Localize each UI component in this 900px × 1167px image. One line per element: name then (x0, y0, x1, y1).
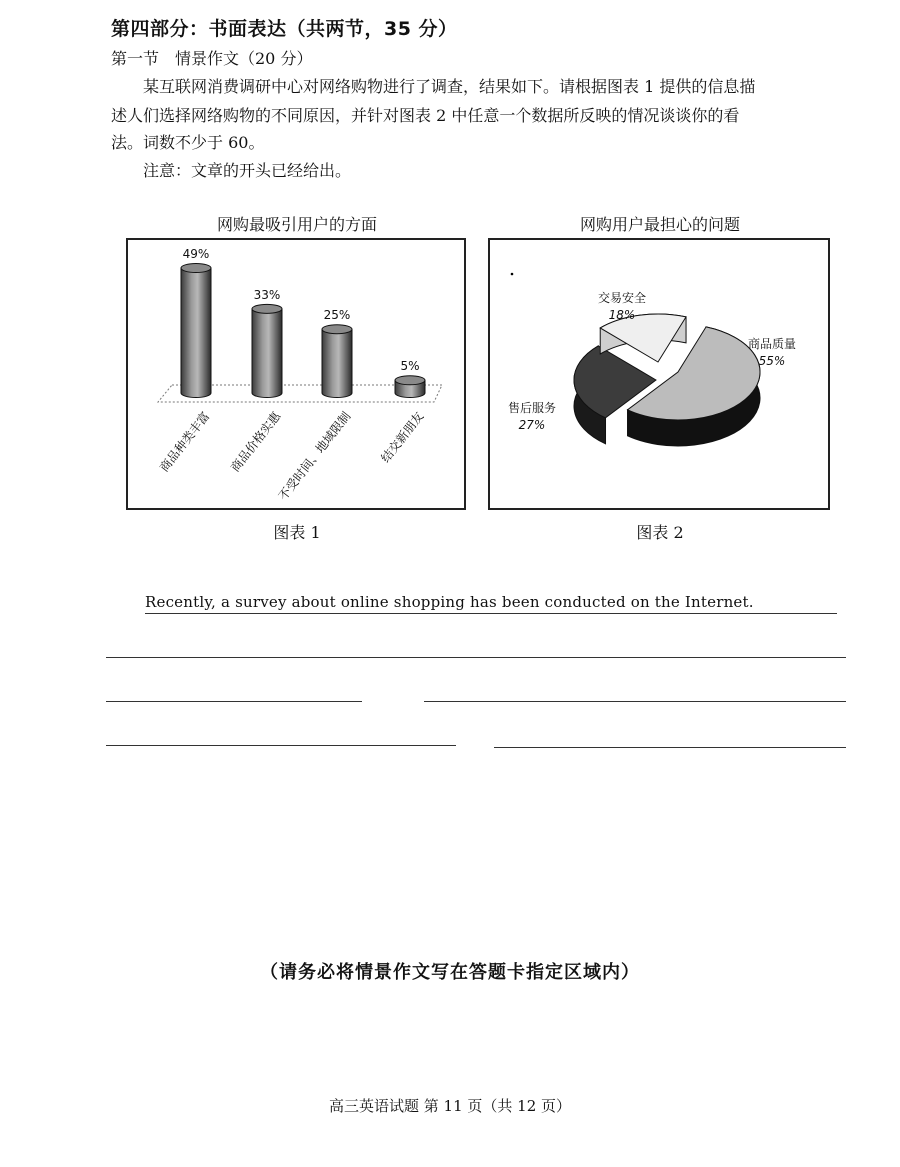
bar-category-label-3: 结交新朋友 (378, 409, 427, 466)
pie-label-0: 商品质量 (747, 337, 797, 351)
chart1-caption: 图表 1 (273, 523, 321, 542)
pie-label-1: 售后服务 (507, 401, 557, 415)
pie-value-label-2: 18% (608, 308, 636, 322)
stray-dot (511, 273, 514, 276)
bar-top-1 (252, 304, 282, 313)
part-heading: 第四部分：书面表达（共两节，35 分） (111, 18, 458, 40)
writing-line-4b (494, 747, 846, 748)
bar-category-label-1: 商品价格实惠 (227, 409, 284, 475)
writing-line-3a (106, 701, 362, 702)
bar-value-label-3: 5% (400, 359, 420, 374)
bar-category-label-0: 商品种类丰富 (156, 409, 213, 475)
section-heading: 第一节 情景作文（20 分） (111, 49, 313, 68)
bar-value-label-2: 25% (323, 308, 351, 323)
writing-line-4a (106, 745, 456, 746)
instruction-line-3: 法。词数不少于 60。 (111, 133, 265, 152)
pie-value-label-1: 27% (518, 418, 546, 432)
bar-body-2 (322, 329, 352, 397)
chart2-title: 网购用户最担心的问题 (579, 215, 740, 234)
bar-value-label-1: 33% (253, 287, 281, 302)
bar-value-label-0: 49% (182, 247, 210, 261)
essay-opening: Recently, a survey about online shopping has been conducted on the Internet. (145, 593, 754, 611)
pie-value-label-0: 55% (758, 354, 786, 368)
instruction-line-1: 某互联网消费调研中心对网络购物进行了调查，结果如下。请根据图表 1 提供的信息描 (143, 77, 756, 96)
bar-3 (395, 376, 425, 398)
page-footer: 高三英语试题 第 11 页（共 12 页） (328, 1097, 571, 1115)
bar-category-label-2: 不受时间、地域限制 (275, 409, 354, 503)
chart1-title: 网购最吸引用户的方面 (216, 215, 377, 234)
writing-line-2 (106, 657, 846, 658)
bar-top-3 (395, 376, 425, 385)
instruction-line-2: 述人们选择网络购物的不同原因，并针对图表 2 中任意一个数据所反映的情况谈谈你的看 (111, 106, 740, 125)
chart2-caption: 图表 2 (636, 523, 684, 542)
pie-chart (490, 240, 828, 508)
bar-body-0 (181, 268, 211, 398)
pie-label-2: 交易安全 (597, 291, 647, 305)
chart1-frame (126, 238, 466, 510)
bar-2 (322, 325, 352, 398)
bar-top-0 (181, 264, 211, 273)
bar-body-1 (252, 309, 282, 398)
bar-1 (252, 304, 282, 397)
writing-line-1 (145, 613, 837, 614)
instruction-note: 注意：文章的开头已经给出。 (143, 161, 352, 180)
bar-top-2 (322, 325, 352, 334)
writing-line-3b (424, 701, 846, 702)
bar-chart (128, 240, 464, 508)
bar-0 (181, 264, 211, 398)
answer-card-reminder: （请务必将情景作文写在答题卡指定区域内） (260, 962, 640, 983)
chart2-frame (488, 238, 830, 510)
